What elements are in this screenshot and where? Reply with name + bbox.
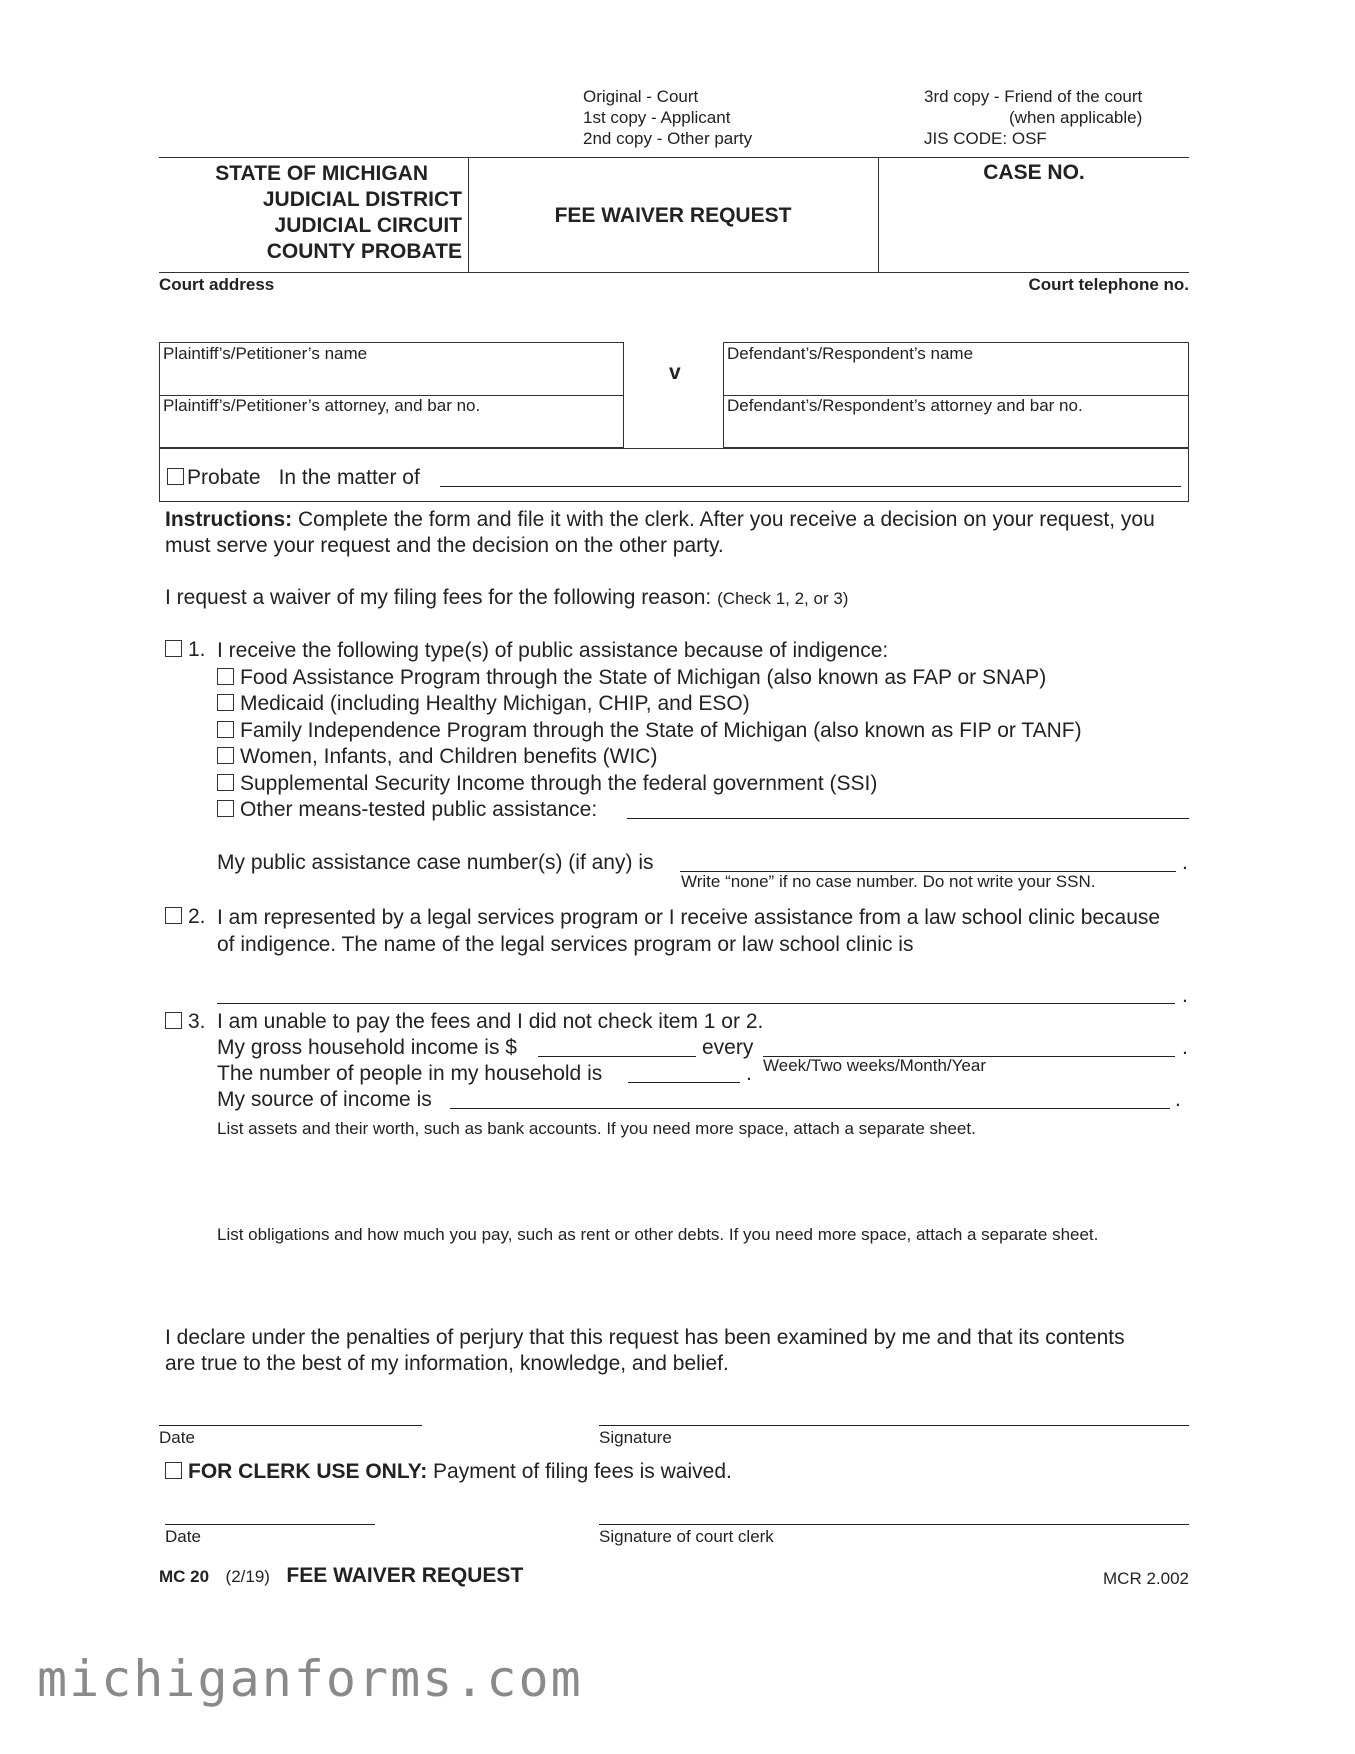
item1-number: 1. (188, 638, 206, 661)
instructions-label: Instructions: (165, 508, 293, 531)
fap-checkbox[interactable] (217, 668, 234, 685)
clerk-label: FOR CLERK USE ONLY: (188, 1460, 428, 1483)
court-address-label: Court address (159, 275, 275, 294)
income-label: My gross household income is $ (217, 1036, 517, 1059)
request-reason (165, 586, 848, 610)
header-divider-2 (878, 157, 879, 272)
item2-line1: I am represented by a legal services program or I receive assistance from a law school clinic because (217, 906, 1161, 929)
item3-checkbox[interactable] (165, 1012, 182, 1029)
item1-body (217, 638, 1082, 824)
household-period: . (746, 1062, 752, 1085)
court-circuit: JUDICIAL CIRCUIT (274, 214, 462, 237)
other-assistance-checkbox[interactable] (217, 800, 234, 817)
case-number-period: . (1182, 851, 1188, 874)
item2-checkbox[interactable] (165, 907, 182, 924)
clerk-waived-checkbox[interactable] (165, 1462, 182, 1479)
clerk-signature-field[interactable] (599, 1524, 1189, 1525)
instructions-line1: Complete the form and file it with the clerk. After you receive a decision on your request, you (292, 508, 1155, 531)
income-source-field[interactable] (450, 1108, 1170, 1109)
income-period-end: . (1182, 1036, 1188, 1059)
instructions-line2: must serve your request and the decision on the other party. (165, 534, 724, 557)
clerk-row (165, 1460, 732, 1484)
form-code: MC 20 (159, 1567, 210, 1586)
matter-of-field[interactable] (440, 486, 1181, 487)
source-period: . (1175, 1088, 1181, 1111)
court-phone-label: Court telephone no. (1028, 275, 1189, 294)
watermark: michiganforms.com (37, 1650, 583, 1708)
footer-title: FEE WAIVER REQUEST (286, 1564, 524, 1587)
court-state: STATE OF MICHIGAN (215, 162, 428, 185)
fap-label: Food Assistance Program through the State of Michigan (also known as FAP or SNAP) (240, 665, 1047, 689)
applicant-signature-label: Signature (599, 1428, 672, 1447)
court-name-block (160, 161, 462, 265)
case-number-hint: Write “none” if no case number. Do not write your SSN. (681, 872, 1096, 891)
court-probate: COUNTY PROBATE (266, 240, 462, 263)
clerk-signature-label: Signature of court clerk (599, 1527, 774, 1546)
request-text: I request a waiver of my filing fees for the following reason: (165, 586, 712, 609)
item3-row (165, 1010, 206, 1034)
applicant-signature-field[interactable] (599, 1425, 1189, 1426)
clerk-date-field[interactable] (165, 1524, 375, 1525)
form-title: FEE WAIVER REQUEST (554, 204, 792, 227)
wic-label: Women, Infants, and Children benefits (WIC) (240, 745, 658, 768)
legal-services-period: . (1182, 984, 1188, 1007)
legal-services-name-field[interactable] (217, 1003, 1175, 1004)
clerk-text: Payment of filing fees is waived. (427, 1460, 732, 1483)
medicaid-label: Medicaid (including Healthy Michigan, CHIP, and ESO) (240, 692, 750, 715)
probate-row (167, 466, 420, 490)
clerk-date-label: Date (165, 1527, 201, 1546)
plaintiff-name-field[interactable]: Plaintiff’s/Petitioner’s name (163, 344, 368, 363)
item1-option-ssi (217, 771, 1082, 798)
item3-line1: I am unable to pay the fees and I did not check item 1 or 2. (217, 1010, 764, 1033)
obligations-hint: List obligations and how much you pay, such as rent or other debts. If you need more space, attach a separate sheet. (217, 1225, 1099, 1244)
case-number-label: My public assistance case number(s) (if any) is (217, 851, 654, 874)
defendant-name-field[interactable]: Defendant’s/Respondent’s name (727, 344, 974, 363)
plaintiff-attorney-field[interactable]: Plaintiff’s/Petitioner’s attorney, and bar no. (163, 396, 481, 415)
copy-third: 3rd copy - Friend of the court (924, 87, 1143, 106)
header-bottom-rule (159, 272, 1189, 273)
declaration (165, 1325, 1125, 1377)
fip-checkbox[interactable] (217, 721, 234, 738)
copy-first: 1st copy - Applicant (583, 108, 731, 127)
header-top-rule (159, 157, 1189, 158)
item1-option-other (217, 797, 1082, 824)
defendant-attorney-field[interactable]: Defendant’s/Respondent’s attorney and bar no. (727, 396, 1083, 415)
item2-body (217, 905, 1160, 958)
item1-option-fap (217, 665, 1082, 692)
request-hint: (Check 1, 2, or 3) (717, 589, 849, 608)
every-label: every (702, 1036, 754, 1059)
copy-second: 2nd copy - Other party (583, 129, 753, 148)
other-assistance-label: Other means-tested public assistance: (240, 798, 598, 821)
ssi-checkbox[interactable] (217, 774, 234, 791)
wic-checkbox[interactable] (217, 747, 234, 764)
item3-number: 3. (188, 1010, 206, 1033)
declaration-line1: I declare under the penalties of perjury that this request has been examined by me and that its contents (165, 1326, 1125, 1349)
copy-original: Original - Court (583, 87, 699, 106)
copy-third-note: (when applicable) (1009, 108, 1143, 127)
court-rule: MCR 2.002 (1103, 1569, 1189, 1588)
probate-checkbox[interactable] (167, 468, 184, 485)
item2-line2: of indigence. The name of the legal services program or law school clinic is (217, 932, 914, 956)
copy-distribution-right (924, 86, 1142, 149)
item1-checkbox[interactable] (165, 640, 182, 657)
item1-option-medicaid (217, 691, 1082, 718)
jis-code: JIS CODE: OSF (924, 129, 1047, 148)
applicant-date-field[interactable] (159, 1425, 422, 1426)
versus-label: v (669, 361, 681, 384)
applicant-date-label: Date (159, 1428, 195, 1447)
copy-distribution-left (583, 86, 752, 149)
form-revision: (2/19) (225, 1567, 270, 1586)
item1-row (165, 638, 206, 662)
footer-left (159, 1564, 523, 1588)
assets-hint: List assets and their worth, such as bank accounts. If you need more space, attach a separate sheet. (217, 1119, 976, 1138)
item1-option-wic (217, 744, 1082, 771)
probate-label: Probate (187, 466, 261, 489)
fip-label: Family Independence Program through the State of Michigan (also known as FIP or TANF) (240, 718, 1082, 742)
header-divider-1 (468, 157, 469, 272)
declaration-line2: are true to the best of my information, knowledge, and belief. (165, 1352, 729, 1375)
medicaid-checkbox[interactable] (217, 694, 234, 711)
matter-label: In the matter of (278, 466, 420, 489)
other-assistance-field[interactable] (627, 818, 1189, 819)
case-no-label: CASE NO. (983, 161, 1085, 184)
ssi-label: Supplemental Security Income through the federal government (SSI) (240, 771, 878, 795)
income-amount-field[interactable] (538, 1056, 696, 1057)
item2-row (165, 905, 206, 929)
court-district: JUDICIAL DISTRICT (262, 188, 462, 211)
household-label: The number of people in my household is (217, 1062, 603, 1085)
household-size-field[interactable] (628, 1082, 740, 1083)
item2-number: 2. (188, 905, 206, 928)
item1-option-fip (217, 718, 1082, 745)
instructions (165, 507, 1155, 559)
item1-text: I receive the following type(s) of public assistance because of indigence: (217, 639, 889, 662)
source-label: My source of income is (217, 1088, 432, 1111)
period-hint: Week/Two weeks/Month/Year (763, 1056, 987, 1075)
